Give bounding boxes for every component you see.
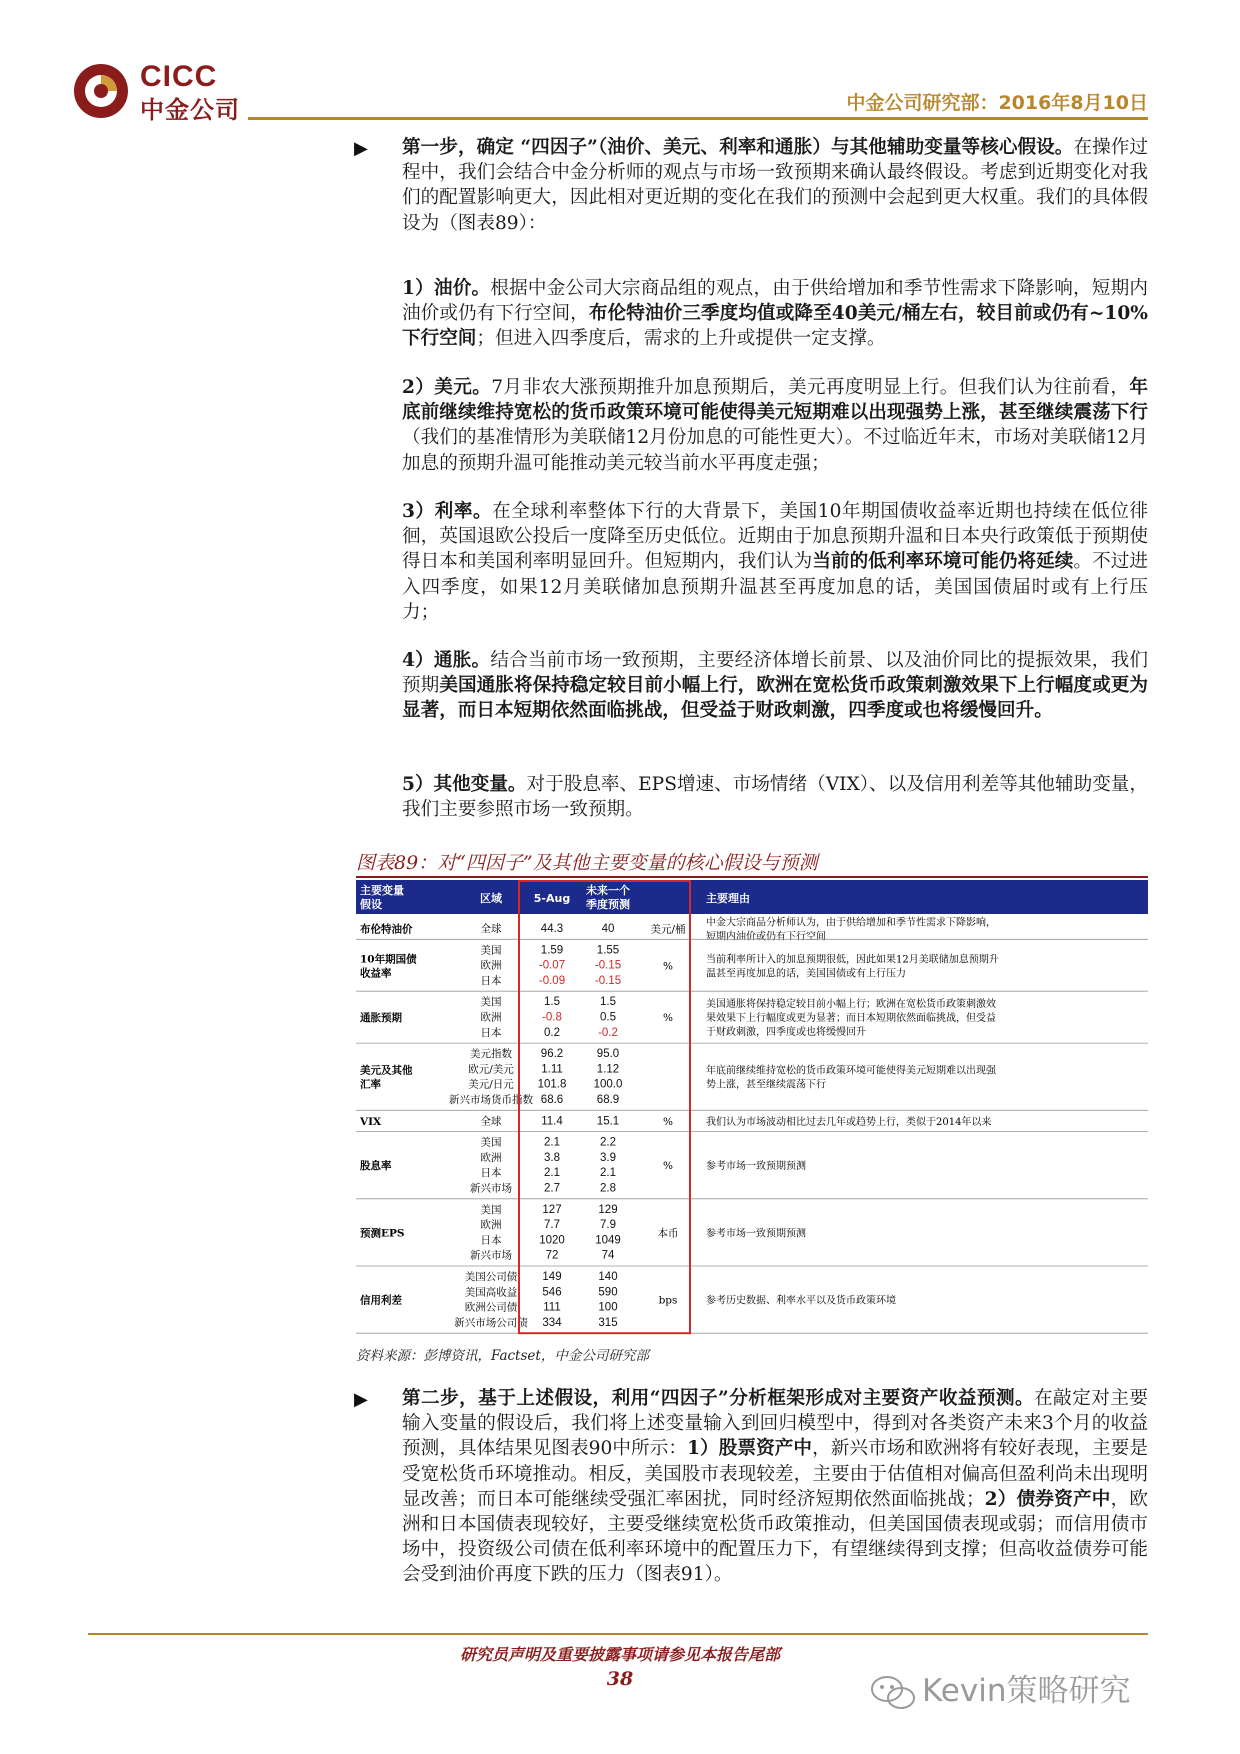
row-forecast: 2.2 (600, 1136, 616, 1149)
row-region: 日本 (480, 1026, 502, 1039)
row-current: 101.8 (537, 1078, 567, 1091)
row-current: 1020 (539, 1234, 565, 1247)
group-name: 汇率 (360, 1078, 381, 1091)
row-region: 新兴市场公司债 (454, 1316, 528, 1329)
row-current: 7.7 (544, 1219, 560, 1232)
row-region: 欧洲 (480, 1219, 502, 1232)
assumption-inflation (402, 648, 1148, 724)
watermark-text: Kevin策略研究 (922, 1673, 1131, 1709)
group-name: 股息率 (360, 1160, 392, 1173)
row-region: 新兴市场 (470, 1249, 512, 1262)
rates-head: 3）利率。 (402, 501, 493, 522)
inflation-bold: 美国通胀将保持稳定较目前小幅上行，欧洲在宽松货币政策刺激效果下上行幅度或更为显著，而日本短期依然面临挑战，但受益于财政刺激，四季度或也将缓慢回升。 (402, 675, 1148, 722)
footer-disclaimer: 研究员声明及重要披露事项请参见本报告尾部 (459, 1645, 780, 1664)
row-region: 美元指数 (470, 1048, 512, 1061)
group-unit: 美元/桶 (650, 923, 686, 936)
group-reason: 势上涨，甚至继续震荡下行 (706, 1079, 826, 1091)
logo-text-cn: 中金公司 (140, 96, 240, 124)
cicc-logo-icon (72, 62, 130, 120)
oil-text-2: ；但进入四季度后，需求的上升或提供一定支撑。 (476, 328, 886, 350)
row-forecast: -0.15 (594, 974, 622, 987)
step2-bullet-icon: ▶ (354, 1389, 368, 1410)
table-source: 资料来源：彭博资讯，Factset，中金公司研究部 (356, 1348, 649, 1364)
inflation-head: 4）通胀。 (402, 650, 491, 671)
watermark (870, 1665, 1130, 1712)
usd-bold: 年底前继续维持宽松的货币政策环境可能使得美元短期难以出现强势上涨，甚至继续震荡下行 (402, 377, 1148, 424)
row-forecast: 1.5 (600, 996, 616, 1009)
row-current: 334 (542, 1316, 562, 1329)
row-region: 美国公司债 (464, 1271, 518, 1283)
row-region: 欧洲 (480, 959, 502, 972)
row-forecast: 100 (598, 1301, 618, 1314)
row-current: 3.8 (544, 1151, 560, 1164)
row-forecast: 15.1 (596, 1115, 620, 1128)
row-region: 日本 (480, 1234, 502, 1247)
table-title-divider (356, 876, 1148, 878)
step2-bold-2: 2）债券资产中 (984, 1488, 1111, 1510)
group-unit: bps (658, 1294, 678, 1307)
oil-bold: 布伦特油价三季度均值或降至40美元/桶左右，较目前或仍有~10%下行空间 (402, 303, 1148, 350)
row-forecast: 3.9 (600, 1151, 616, 1164)
step2-text-3: ，欧洲和日本国债表现较好，主要受继续宽松货币政策推动，但美国国债表现或弱；而信用债市场中，投资级公司债在低利率环境中的配置压力下，有望继续得到支撑；但高收益债券可能会受到油价再度下跌的压力（图表91）。 (402, 1488, 1148, 1586)
row-region: 欧洲 (480, 1011, 502, 1024)
group-reason: 参考市场一致预期预测 (706, 1228, 806, 1240)
usd-text: 7月非农大涨预期推升加息预期后，美元再度明显上行。但我们认为往前看， (491, 377, 1130, 398)
step1-bullet-icon: ▶ (354, 138, 368, 159)
row-region: 美元/日元 (468, 1078, 514, 1091)
row-current: 149 (542, 1271, 562, 1283)
group-reason: 中金大宗商品分析师认为，由于供给增加和季节性需求下降影响， (706, 917, 996, 929)
row-current: 96.2 (540, 1048, 564, 1061)
row-forecast: -0.15 (594, 959, 622, 972)
assumption-oil (402, 276, 1148, 352)
group-name: 收益率 (360, 967, 392, 980)
group-name: 预测EPS (360, 1227, 405, 1240)
row-region: 欧元/美元 (468, 1063, 514, 1076)
logo-text-en: CICC (140, 60, 218, 93)
step2-text-1: 在敲定对主要输入变量的假设后，我们将上述变量输入到回归模型中，得到对各类资产未来3个月的收益预测，具体结果见图表90中所示： (402, 1388, 1148, 1460)
row-current: 72 (545, 1249, 559, 1262)
step1-paragraph (402, 135, 1148, 236)
row-forecast: 1.55 (596, 944, 620, 957)
assumption-rates (402, 499, 1148, 625)
group-name: 通胀预期 (360, 1012, 402, 1025)
rates-text-2: 。不过进入四季度，如果12月美联储加息预期升温甚至再度加息的话，美国国债届时或有上行压力； (402, 551, 1148, 623)
row-region: 美国 (480, 1203, 502, 1216)
group-reason: 果效果下上行幅度或更为显著；而日本短期依然面临挑战，但受益 (706, 1013, 996, 1025)
row-region: 新兴市场 (470, 1182, 512, 1195)
step2-paragraph (402, 1386, 1148, 1588)
row-current: -0.8 (542, 1011, 562, 1024)
header-variable: 主要变量 (360, 884, 404, 897)
header-reason: 主要理由 (706, 892, 750, 905)
oil-head: 1）油价。 (402, 278, 491, 299)
group-reason: 美国通胀将保持稳定较目前小幅上行；欧洲在宽松货币政策刺激效 (706, 999, 996, 1011)
group-reason: 参考历史数据、利率水平以及货币政策环境 (706, 1295, 896, 1307)
header-variable-2: 假设 (360, 898, 382, 911)
row-forecast: 1.12 (596, 1063, 620, 1076)
step2-bold-1: 1）股票资产中 (687, 1438, 813, 1460)
report-date: 中金公司研究部：2016年8月10日 (846, 92, 1148, 114)
group-reason: 我们认为市场波动相比过去几年或趋势上行，类似于2014年以来 (706, 1116, 992, 1128)
row-region: 日本 (480, 974, 502, 987)
row-region: 全球 (480, 923, 502, 935)
group-name: 布伦特油价 (360, 923, 413, 936)
oil-text: 根据中金公司大宗商品组的观点，由于供给增加和季节性需求下降影响，短期内油价或仍有下行空间， (402, 278, 1148, 325)
row-forecast: -0.2 (598, 1026, 618, 1039)
row-current: 2.7 (544, 1182, 560, 1195)
row-forecast: 315 (598, 1316, 618, 1329)
row-current: 68.6 (540, 1094, 564, 1106)
row-forecast: 40 (601, 923, 615, 935)
row-current: 127 (542, 1203, 562, 1216)
row-forecast: 2.8 (600, 1182, 616, 1195)
usd-head: 2）美元。 (402, 377, 492, 398)
group-reason: 温甚至再度加息的话，美国国债或有上行压力 (706, 968, 906, 980)
rates-bold: 当前的低利率环境可能仍将延续 (812, 551, 1074, 573)
step2-lead: 第二步，基于上述假设，利用“四因子”分析框架形成对主要资产收益预测。 (402, 1388, 1035, 1409)
row-current: 2.1 (544, 1136, 560, 1149)
row-forecast: 95.0 (596, 1048, 620, 1061)
row-current: 1.59 (540, 944, 564, 957)
step2-text-2: ，新兴市场和欧洲将有较好表现，主要是受宽松货币环境推动。相反，美国股市表现较差，主要由于估值相对偏高但盈利尚未出现明显改善；而日本可能继续受强汇率困扰，同时经济短期依然面临挑战； (402, 1438, 1148, 1510)
row-forecast: 129 (598, 1203, 618, 1216)
group-reason: 短期内油价或仍有下行空间 (706, 931, 826, 943)
row-current: 2.1 (544, 1167, 560, 1180)
row-region: 美国 (480, 944, 502, 957)
usd-text-2: （我们的基准情形为美联储12月份加息的可能性更大）。不过临近年末，市场对美联储12月加息的预期升温可能推动美元较当前水平再度走强； (402, 427, 1148, 474)
group-unit: % (663, 960, 673, 973)
other-head: 5）其他变量。 (402, 774, 527, 795)
table-header-bg (356, 880, 1148, 914)
row-forecast: 1049 (595, 1234, 621, 1247)
group-reason: 当前利率所计入的加息预期很低，因此如果12月美联储加息预期升 (706, 954, 999, 966)
row-current: 1.11 (541, 1063, 563, 1076)
header-region: 区域 (480, 892, 502, 905)
header-forecast-2: 季度预测 (586, 898, 630, 911)
row-forecast: 2.1 (600, 1167, 616, 1180)
group-unit: 本币 (657, 1227, 679, 1240)
row-region: 全球 (480, 1115, 502, 1128)
group-name: 10年期国债 (360, 953, 417, 966)
row-forecast: 590 (598, 1286, 618, 1299)
row-forecast: 74 (601, 1249, 615, 1262)
group-unit: % (663, 1012, 673, 1025)
header-divider (248, 117, 1148, 120)
group-reason: 参考市场一致预期预测 (706, 1161, 806, 1173)
header-forecast: 未来一个 (586, 884, 630, 897)
header-current: 5-Aug (533, 892, 571, 905)
row-region: 美国 (480, 1136, 502, 1149)
step1-body: 在操作过程中，我们会结合中金分析师的观点与市场一致预期来确认最终假设。考虑到近期变化对我们的配置影响更大，因此相对更近期的变化在我们的预测中会起到更大权重。我们的具体假设为（图表89）： (402, 137, 1148, 234)
rates-text: 在全球利率整体下行的大背景下，美国10年期国债收益率近期也持续在低位徘徊，英国退欧公投后一度降至历史低位。近期由于加息预期升温和日本央行政策低于预期使得日本和美国利率明显回升。但短期内，我们认为 (402, 501, 1148, 573)
group-name: 美元及其他 (360, 1064, 413, 1077)
assumption-usd (402, 375, 1148, 476)
row-current: 44.3 (540, 923, 564, 935)
row-current: 0.2 (544, 1026, 560, 1039)
row-forecast: 68.9 (596, 1094, 620, 1106)
table-title: 图表89：对“四因子”及其他主要变量的核心假设与预测 (356, 852, 818, 874)
inflation-text: 结合当前市场一致预期，主要经济体增长前景、以及油价同比的提振效果，我们预期 (402, 650, 1148, 697)
row-region: 欧洲公司债 (464, 1301, 518, 1314)
group-unit: % (663, 1160, 673, 1173)
row-current: 546 (542, 1286, 562, 1299)
row-region: 日本 (480, 1167, 502, 1180)
row-forecast: 100.0 (593, 1078, 623, 1091)
row-region: 新兴市场货币指数 (449, 1094, 533, 1106)
row-current: 11.4 (541, 1115, 563, 1128)
footer-divider (88, 1633, 1148, 1635)
row-forecast: 140 (598, 1271, 618, 1283)
row-region: 欧洲 (480, 1151, 502, 1164)
row-region: 美国 (480, 996, 502, 1009)
group-name: VIX (360, 1115, 382, 1128)
page-number: 38 (606, 1668, 634, 1690)
group-unit: % (663, 1115, 673, 1128)
row-current: -0.09 (538, 974, 566, 987)
row-forecast: 7.9 (600, 1219, 616, 1232)
row-region: 美国高收益 (464, 1286, 518, 1299)
step1-lead: 第一步，确定 “四因子”（油价、美元、利率和通胀）与其他辅助变量等核心假设。 (402, 137, 1074, 158)
group-reason: 年底前继续维持宽松的货币政策环境可能使得美元短期难以出现强 (706, 1065, 996, 1077)
row-forecast: 0.5 (600, 1011, 616, 1024)
group-reason: 于财政刺激，四季度或也将缓慢回升 (706, 1027, 866, 1039)
assumption-table (356, 880, 1148, 1350)
row-current: 111 (543, 1301, 561, 1314)
assumption-other (402, 772, 1148, 822)
other-text: 对于股息率、EPS增速、市场情绪（VIX）、以及信用利差等其他辅助变量，我们主要参照市场一致预期。 (402, 774, 1148, 821)
row-current: 1.5 (544, 996, 560, 1009)
row-current: -0.07 (538, 959, 566, 972)
wechat-icon (870, 1674, 916, 1712)
group-name: 信用利差 (360, 1294, 402, 1307)
